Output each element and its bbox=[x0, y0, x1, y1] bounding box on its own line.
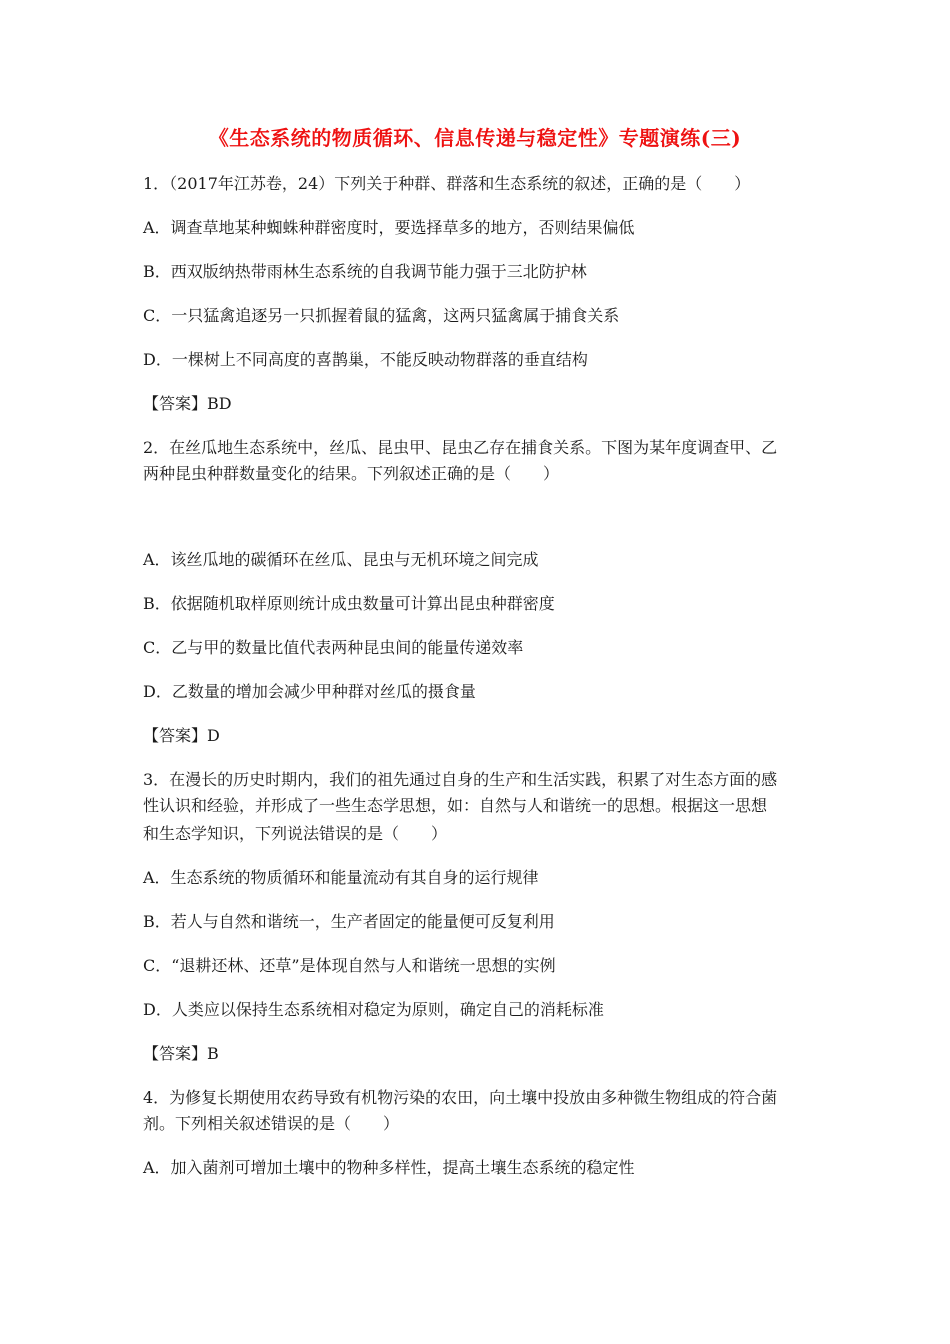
question-3-option-b: B．若人与自然和谐统一，生产者固定的能量便可反复利用 bbox=[143, 912, 555, 931]
question-1-option-c: C．一只猛禽追逐另一只抓握着鼠的猛禽，这两只猛禽属于捕食关系 bbox=[143, 306, 620, 325]
question-3-stem-line-2: 性认识和经验，并形成了一些生态学思想，如：自然与人和谐统一的思想。根据这一思想 bbox=[143, 796, 768, 815]
question-2-answer: 【答案】D bbox=[143, 726, 220, 745]
question-4-stem-line-2: 剂。下列相关叙述错误的是（ ） bbox=[143, 1114, 400, 1133]
document-title: 《生态系统的物质循环、信息传递与稳定性》专题演练(三) bbox=[208, 126, 742, 150]
question-3-option-a: A．生态系统的物质循环和能量流动有其自身的运行规律 bbox=[143, 868, 539, 887]
question-2-option-b: B．依据随机取样原则统计成虫数量可计算出昆虫种群密度 bbox=[143, 594, 555, 613]
question-1-stem: 1．（2017年江苏卷，24）下列关于种群、群落和生态系统的叙述，正确的是（ ） bbox=[143, 174, 751, 193]
question-3-stem-line-3: 和生态学知识，下列说法错误的是（ ） bbox=[143, 824, 448, 843]
question-2-stem-line-1: 2．在丝瓜地生态系统中，丝瓜、昆虫甲、昆虫乙存在捕食关系。下图为某年度调查甲、乙 bbox=[143, 438, 778, 457]
question-3-stem-line-1: 3．在漫长的历史时期内，我们的祖先通过自身的生产和生活实践，积累了对生态方面的感 bbox=[143, 770, 778, 789]
question-2-option-a: A．该丝瓜地的碳循环在丝瓜、昆虫与无机环境之间完成 bbox=[143, 550, 539, 569]
question-3-answer: 【答案】B bbox=[143, 1044, 219, 1063]
question-4-option-a: A．加入菌剂可增加土壤中的物种多样性，提高土壤生态系统的稳定性 bbox=[143, 1158, 635, 1177]
question-2-stem-line-2: 两种昆虫种群数量变化的结果。下列叙述正确的是（ ） bbox=[143, 464, 560, 483]
question-1-option-d: D．一棵树上不同高度的喜鹊巢，不能反映动物群落的垂直结构 bbox=[143, 350, 588, 369]
question-1-answer: 【答案】BD bbox=[143, 394, 232, 413]
question-3-option-c: C．“退耕还林、还草”是体现自然与人和谐统一思想的实例 bbox=[143, 956, 556, 975]
question-1-option-b: B．西双版纳热带雨林生态系统的自我调节能力强于三北防护林 bbox=[143, 262, 587, 281]
question-2-option-d: D．乙数量的增加会减少甲种群对丝瓜的摄食量 bbox=[143, 682, 476, 701]
question-3-option-d: D．人类应以保持生态系统相对稳定为原则，确定自己的消耗标准 bbox=[143, 1000, 604, 1019]
question-2-option-c: C．乙与甲的数量比值代表两种昆虫间的能量传递效率 bbox=[143, 638, 524, 657]
question-4-stem-line-1: 4．为修复长期使用农药导致有机物污染的农田，向土壤中投放由多种微生物组成的符合菌 bbox=[143, 1088, 778, 1107]
question-1-option-a: A．调查草地某种蜘蛛种群密度时，要选择草多的地方，否则结果偏低 bbox=[143, 218, 635, 237]
